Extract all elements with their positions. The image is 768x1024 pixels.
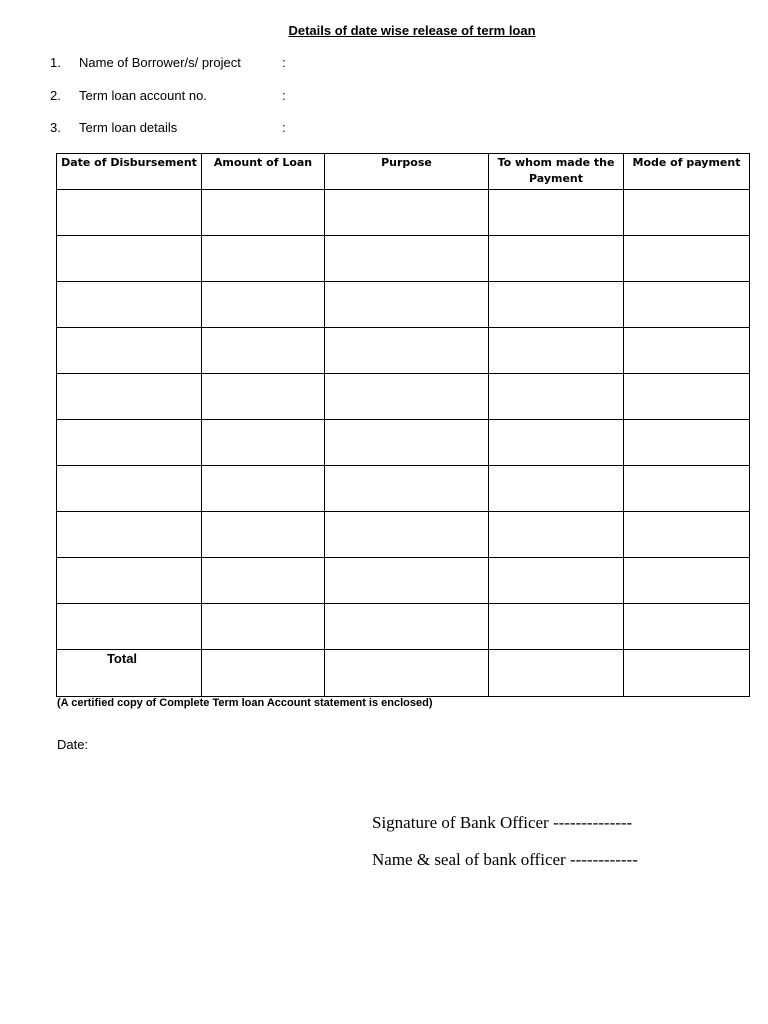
table-cell[interactable]	[624, 604, 750, 650]
table-cell[interactable]	[57, 374, 202, 420]
table-cell[interactable]	[624, 236, 750, 282]
table-cell[interactable]	[202, 558, 325, 604]
field-colon: :	[282, 55, 286, 70]
table-row	[57, 374, 750, 420]
table-cell[interactable]	[325, 650, 489, 697]
table-cell[interactable]	[624, 328, 750, 374]
table-cell[interactable]	[202, 604, 325, 650]
date-label: Date:	[57, 737, 89, 752]
table-cell[interactable]	[202, 374, 325, 420]
table-cell[interactable]	[325, 328, 489, 374]
table-cell[interactable]	[624, 420, 750, 466]
table-row	[57, 420, 750, 466]
table-cell[interactable]	[325, 236, 489, 282]
table-cell[interactable]	[489, 190, 624, 236]
table-cell[interactable]	[489, 420, 624, 466]
table-cell[interactable]	[489, 650, 624, 697]
item-number: 3.	[50, 120, 61, 135]
table-cell[interactable]	[325, 466, 489, 512]
table-cell[interactable]	[57, 190, 202, 236]
field-label: Term loan account no.	[79, 88, 207, 103]
table-cell[interactable]	[489, 374, 624, 420]
table-row	[57, 328, 750, 374]
header-amount-of-loan: Amount of Loan	[202, 154, 325, 190]
header-mode-of-payment: Mode of payment	[624, 154, 750, 190]
enclosure-note: (A certified copy of Complete Term loan Account statement is enclosed)	[57, 697, 433, 709]
table-cell[interactable]	[325, 604, 489, 650]
table-cell[interactable]	[624, 282, 750, 328]
field-label: Name of Borrower/s/ project	[79, 55, 241, 70]
total-row	[57, 650, 750, 697]
table-cell[interactable]	[489, 328, 624, 374]
table-row	[57, 466, 750, 512]
table-cell[interactable]	[325, 512, 489, 558]
table-cell[interactable]	[325, 190, 489, 236]
header-date-of-disbursement: Date of Disbursement	[57, 154, 202, 190]
table-cell[interactable]	[489, 282, 624, 328]
table-cell[interactable]	[325, 374, 489, 420]
table-cell[interactable]	[202, 236, 325, 282]
table-cell[interactable]	[202, 190, 325, 236]
table-row	[57, 190, 750, 236]
table-cell[interactable]	[202, 420, 325, 466]
table-cell[interactable]	[624, 374, 750, 420]
table-cell[interactable]	[325, 420, 489, 466]
table-cell[interactable]	[325, 558, 489, 604]
table-header-row	[57, 154, 750, 190]
table-cell[interactable]	[624, 558, 750, 604]
table-row	[57, 282, 750, 328]
table-cell[interactable]	[57, 420, 202, 466]
table-cell[interactable]	[489, 466, 624, 512]
table-row	[57, 558, 750, 604]
table-cell[interactable]	[57, 282, 202, 328]
table-cell[interactable]	[202, 466, 325, 512]
field-colon: :	[282, 88, 286, 103]
total-amount-cell[interactable]	[202, 650, 325, 697]
table-cell[interactable]	[57, 604, 202, 650]
item-number: 2.	[50, 88, 61, 103]
table-cell[interactable]	[57, 512, 202, 558]
table-cell[interactable]	[202, 512, 325, 558]
table-cell[interactable]	[57, 328, 202, 374]
table-cell[interactable]	[57, 236, 202, 282]
table-cell[interactable]	[624, 190, 750, 236]
table-row	[57, 236, 750, 282]
field-label: Term loan details	[79, 120, 178, 135]
table-cell[interactable]	[57, 466, 202, 512]
table-row	[57, 604, 750, 650]
table-cell[interactable]	[489, 512, 624, 558]
table-cell[interactable]	[202, 328, 325, 374]
header-purpose: Purpose	[325, 154, 489, 190]
signature-line: Signature of Bank Officer --------------	[372, 813, 633, 832]
table-cell[interactable]	[57, 558, 202, 604]
table-cell[interactable]	[624, 512, 750, 558]
disbursement-table	[56, 153, 750, 697]
table-cell[interactable]	[624, 466, 750, 512]
page-title: Details of date wise release of term loan	[288, 23, 536, 38]
header-to-whom-paid: To whom made the Payment	[489, 154, 624, 190]
table-row	[57, 512, 750, 558]
table-cell[interactable]	[489, 604, 624, 650]
table-cell[interactable]	[202, 282, 325, 328]
item-number: 1.	[50, 55, 61, 70]
field-colon: :	[282, 120, 286, 135]
name-seal-line: Name & seal of bank officer ------------	[372, 850, 638, 869]
table-cell[interactable]	[325, 282, 489, 328]
table-cell[interactable]	[489, 236, 624, 282]
total-label: Total	[57, 650, 202, 697]
table-cell[interactable]	[489, 558, 624, 604]
table-cell[interactable]	[624, 650, 750, 697]
